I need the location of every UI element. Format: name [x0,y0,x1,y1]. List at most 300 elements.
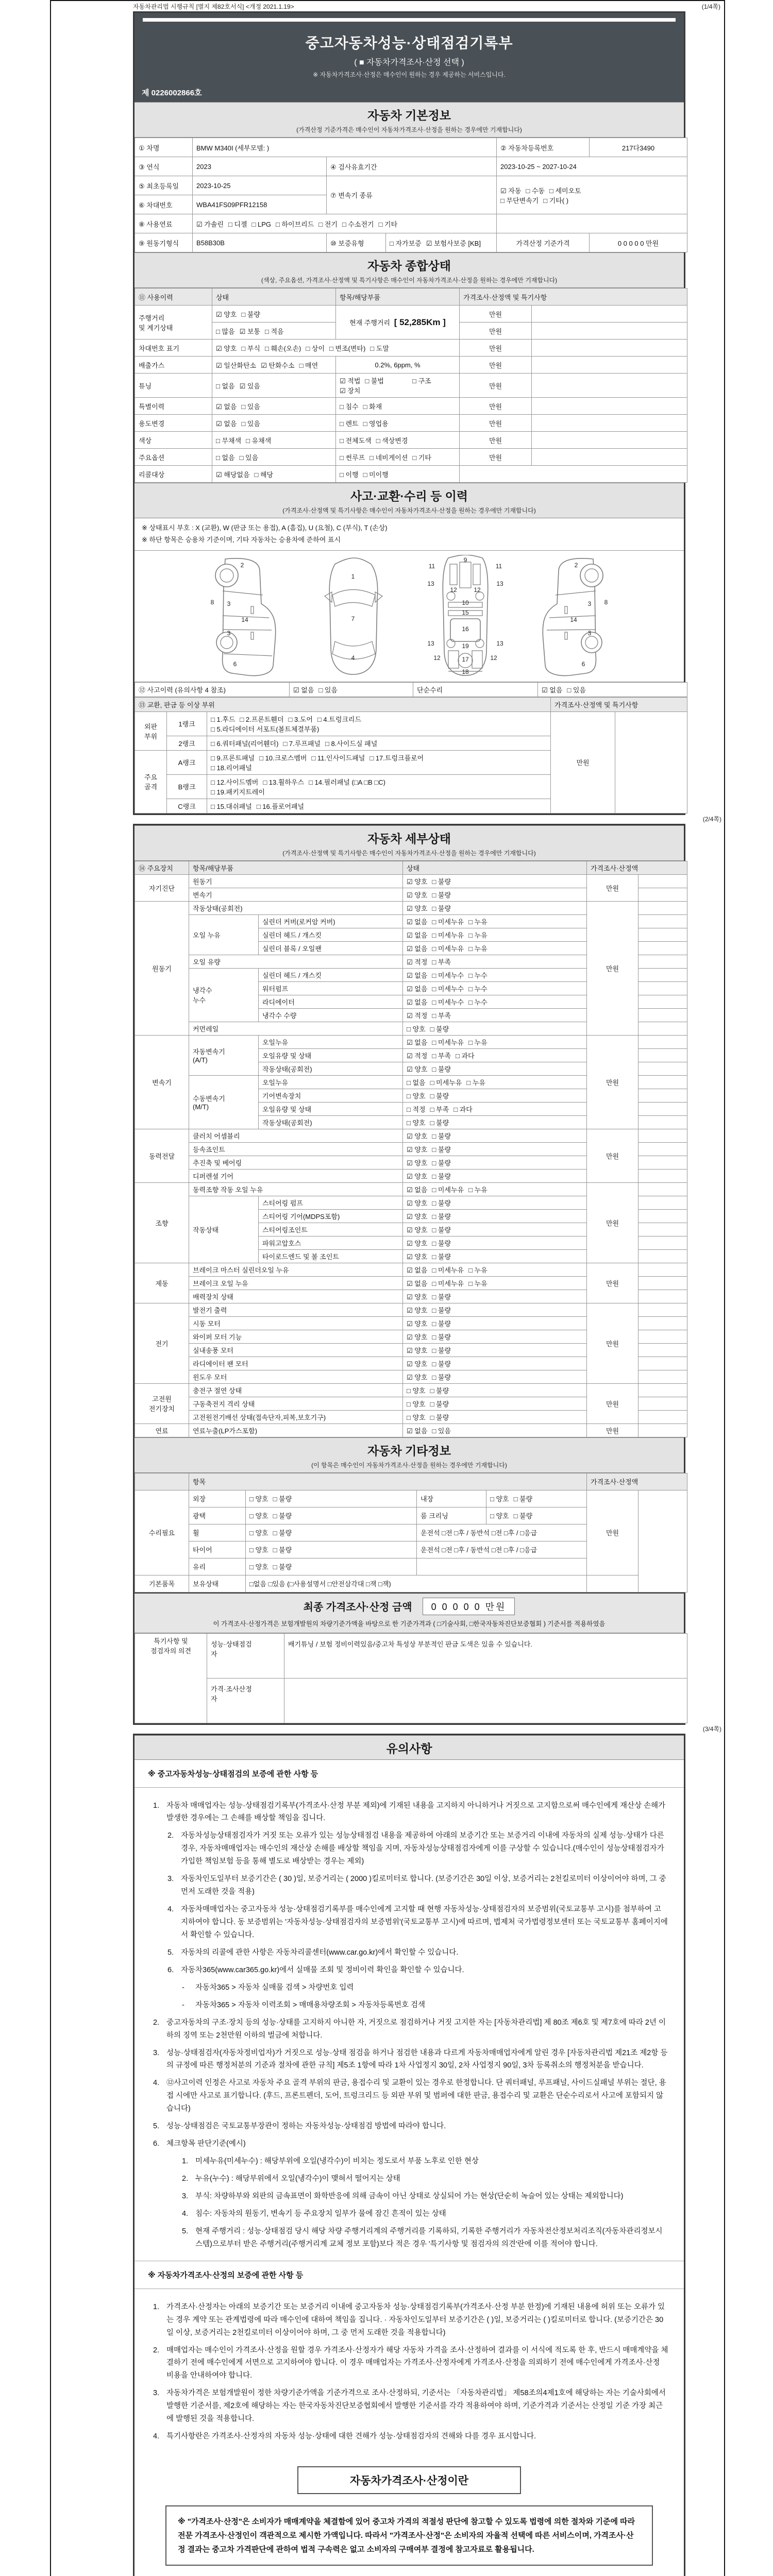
table-cell: 217다3490 [590,138,687,157]
table-cell [638,1089,687,1102]
notice-item: 6. 자동차365(www.car365.go.kr)에서 실매물 조회 및 정비이력 확인을 확인할 수 있습니다. [167,1965,464,1974]
table-cell: 특별이력 [135,398,212,415]
notice-item: 5. 자동차의 리콜에 관한 사항은 자동차리콜센터(www.car.go.kr)에서 확인할 수 있습니다. [167,1948,459,1957]
table-cell: 동력조향 작동 오일 누유 [189,1182,403,1196]
table-cell: 운전석 □전 □후 / 동반석 □전 □후 / □응급 [417,1524,587,1541]
table-cell: □없음 □있음 (□사용설명서 □안전삼각대 □잭 □잭) [246,1575,587,1592]
checkbox-option: □ 불량 [432,1199,451,1207]
checkbox-option: ☑ 장치 [340,387,361,395]
checkbox-option: ☑ 양호 [407,1132,428,1140]
svg-text:18: 18 [462,668,469,675]
table-cell: 등속죠인트 [189,1142,403,1156]
checkbox-cell [403,1102,587,1115]
notice-item: 3. 자동차가격은 보험개발원이 정한 차량기준가액을 기준가격으로 조사·산정하되, 기준서는 「자동차관리법」 제58조의4제1호에 해당하는 자는 기술사회에서 발행한 기준서를, 제2호에 해당하는 자는 한국자동차진단보증협회에서 발행한 기준서를 각각 적용하여야 하며, 기준가격과 기준서는 산정일 기준 가장 최근에 발행된 것을 적용합니다. [153,2389,666,2424]
checkbox-option: □ 13.휠하우스 [263,778,305,786]
section-other-header [135,1437,684,1473]
table-cell: ⑦ 변속기 종류 [327,176,497,214]
checkbox-cell [403,955,587,968]
checkbox-cell [538,682,687,697]
table-cell: 외장 [189,1490,246,1507]
checkbox-cell [212,466,336,483]
checkbox-cell [403,1156,587,1169]
svg-text:12: 12 [450,586,457,594]
checkbox-option: □ 있음 [239,453,259,462]
svg-text:2: 2 [574,561,578,569]
checkbox-option: □ 불량 [273,1529,292,1537]
svg-text:14: 14 [570,616,577,623]
checkbox-option: □ 불량 [273,1563,292,1571]
checkbox-option: □ 없음 [216,382,235,390]
checkbox-option: □ 누유 [468,944,488,953]
notice-item: 1. 미세누유(미세누수) : 해당부위에 오일(냉각수)이 비치는 정도로서 부품 노후로 인한 현상 [182,2157,479,2166]
checkbox-cell [207,711,551,736]
checkbox-option: ☑ 양호 [407,1145,428,1154]
checkbox-option: □ 네비게이션 [369,453,408,462]
section-other-subtitle: (이 항목은 매수인이 자동차가격조사·산정을 원하는 경우에만 기재합니다) [311,1461,507,1469]
checkbox-cell [403,901,587,914]
checkbox-option: □ 미세누수 [432,985,464,993]
table-cell: 외판 부위 [135,711,167,750]
car-diagram-right-side [534,555,621,679]
checkbox-option: □ 기타( ) [543,196,569,205]
table-cell [638,1397,687,1410]
table-cell: 내장 [417,1490,486,1507]
checkbox-option: □ 상이 [306,344,325,352]
notice-item: 3. 성능·상태점검자(자동차정비업자)가 거짓으로 성능·상태 점검을 하거나 점검한 내용과 다르게 자동차매매업자에게 알린 경우 [자동차관리법 제21조 제2항 등의 규정에 따른 행정처분의 기준과 절차에 관한 규칙] 제5조 1항에 따라 1차 사업정지 30일, 2차 사업정지 90일, 3차 등록취소의 행정처분을 받습니다. [153,2048,668,2070]
checkbox-option: □ 썬루프 [340,453,365,462]
passenger-base-note: ※ 하단 항목은 승용차 기준이며, 기타 자동차는 승용차에 준하여 표시 [142,535,341,544]
checkbox-option: □ 수동 [526,187,545,195]
checkbox-cell [403,1263,587,1276]
table-cell [638,901,687,914]
checkbox-option: □ 적정 [407,1105,426,1113]
checkbox-option: □ 미세누유 [432,918,464,926]
table-cell [638,1182,687,1196]
table-cell: 작동상태(공회전) [189,901,403,914]
checkbox-cell [403,1022,587,1035]
checkbox-option: □ 많음 [216,327,235,335]
table-cell: 만원 [551,711,615,813]
table-cell: ⑪ 사용이력 [135,289,212,306]
table-cell: 가격조사·산정액 [587,1473,687,1490]
checkbox-option: ☑ 일산화탄소 [216,361,257,369]
checkbox-cell [212,323,336,340]
svg-text:11: 11 [428,562,435,570]
section-accident-subtitle: (가격조사·산정액 및 특기사항은 매수인이 자동차가격조사·산정을 원하는 경우에만 기재합니다) [282,507,536,514]
table-cell: 자동변속기 (A/T) [189,1035,259,1075]
checkbox-option: □ 3.도어 [288,715,313,723]
table-cell: 만원 [587,901,638,1035]
table-cell [638,1330,687,1343]
checkbox-option: □ 불량 [432,1319,451,1328]
table-cell: 주요옵션 [135,449,212,466]
checkbox-option: □ 도말 [370,344,389,352]
table-cell: 원동기 [189,874,403,888]
table-cell: 연료누출(LP가스포함) [189,1423,403,1437]
notice-item: 1. 가격조사·산정자는 아래의 보증기간 또는 보증거리 이내에 중고자동차 성능·상태점검기록부(가격조사·산정 부분 한정)에 기재된 내용에 허위 또는 오류가 있는 경우 계약 또는 관계법령에 따라 매수인에 대하여 책임을 집니다. · 자동차인도일부터 보증기간은 ( )일, 보증거리는 ( )킬로미터로 합니다. (보증기간은 30일 이상, 보증거리는 2천킬로미터 이상이어야 하며, 그 중 먼저 도래한 것을 적용합니다) [153,2302,665,2337]
checkbox-option: □ LPG [251,220,272,228]
checkbox-option: □ 무채색 [216,436,242,445]
svg-text:14: 14 [241,616,248,623]
table-cell: 만원 [460,432,532,449]
table-cell [532,449,687,466]
checkbox-option: □ 5.라디에이터 서포트(볼트체결부품) [211,725,320,733]
checkbox-option: □ 세미오토 [549,187,581,195]
section-basic-subtitle: (가격산정 기준가격은 매수인이 자동차가격조사·산정을 원하는 경우에만 기재합니다) [296,126,522,133]
checkbox-cell [212,340,460,357]
checkbox-option: ☑ 없음 [216,402,237,411]
checkbox-option: □ 불량 [430,1118,449,1127]
checkbox-option: ☑ 양호 [407,1373,428,1381]
table-cell: 튜닝 [135,374,212,398]
table-cell [638,1022,687,1035]
table-cell [638,1249,687,1263]
table-cell: ⑩ 보증유형 [327,233,386,252]
notice-item: 5. 성능·상태점검은 국토교통부장관이 정하는 자동차성능·상태점검 방법에 따라야 합니다. [153,2122,446,2131]
checkbox-option: ☑ 양호 [407,1065,428,1073]
table-cell: 오일누유 [259,1075,403,1089]
checkbox-cell [207,750,551,774]
checkbox-cell [403,1089,587,1102]
checkbox-option: □ 11.인사이드패널 [311,754,365,762]
notice-item: - 자동차365 > 자동차 이력조회 > 매매용차량조회 > 자동차등록번호 검색 [182,2001,426,2009]
checkbox-option: □ 누수 [468,985,488,993]
table-cell [638,1383,687,1397]
section-other-title: 자동차 기타정보 [367,1444,451,1458]
checkbox-option: □ 자가보증 [390,239,422,247]
checkbox-option: □ 누유 [468,1266,488,1274]
table-cell [638,1423,687,1437]
checkbox-option: ☑ 해당없음 [216,470,250,479]
basic-info-table [135,138,687,252]
table-cell: 상태 [403,861,587,874]
svg-text:16: 16 [462,625,469,633]
table-cell: 배기튜닝 / 보험 정비이력있음/중고차 특성상 부분적인 판금 도색은 있을 수 있습니다. [284,1633,687,1678]
checkbox-option: □ 훼손(오손) [264,344,301,352]
table-cell [638,1196,687,1209]
notice-item: - 자동차365 > 자동차 실매물 검색 > 차량번호 입력 [182,1983,354,1992]
table-cell: 가격조사·산정액 및 특기사항 [551,697,687,711]
table-cell: 유리 [189,1558,246,1575]
checkbox-option: ☑ 없음 [407,1038,428,1046]
checkbox-cell [212,415,336,432]
checkbox-cell [403,1303,587,1316]
checkbox-option: □ 화재 [363,402,382,411]
table-cell [638,1048,687,1062]
table-cell: 브레이크 오일 누유 [189,1276,403,1290]
document-subtitle: ( ■ 자동차가격조사·산정 선택 ) [354,58,464,67]
checkbox-option: □ 18.리어패널 [211,764,252,772]
checkbox-cell [336,398,460,415]
checkbox-option: ☑ 양호 [407,1306,428,1314]
service-note: ※ 자동차가격조사·산정은 매수인이 원하는 경우 제공하는 서비스입니다. [313,71,506,78]
checkbox-cell [336,449,460,466]
checkbox-option: ☑ 양호 [407,1199,428,1207]
checkbox-option: □ 누유 [468,931,488,939]
checkbox-option: □ 불량 [432,891,451,899]
checkbox-option: ☑ 보험사보증 [KB] [426,239,481,247]
checkbox-cell [403,1290,587,1303]
checkbox-option: ☑ 없음 [542,686,563,694]
checkbox-cell [403,1075,587,1089]
notice-item: 4. 특기사항란은 가격조사·산정자의 자동차 성능·상태에 대한 견해가 성능·상태점검자의 견해와 다를 경우 표시합니다. [153,2432,536,2441]
table-cell: 만원 [587,1423,638,1437]
checkbox-option: ☑ 적법 [340,377,361,385]
table-cell [638,1343,687,1357]
panel-rank-table [135,697,687,814]
checkbox-cell [212,432,336,449]
svg-text:19: 19 [462,642,469,650]
table-cell: 만원 [587,1490,638,1575]
checkbox-option: □ 과다 [453,1105,473,1113]
checkbox-cell [212,398,336,415]
table-cell: 0 0 0 0 0 만원 [590,233,687,252]
table-cell: 구동축전지 격리 상태 [189,1397,403,1410]
table-cell [638,1209,687,1223]
table-cell: 2랭크 [167,736,207,750]
checkbox-option: □ 미세누유 [430,1078,462,1087]
table-cell: 리콜대상 [135,466,212,483]
checkbox-option: □ 7.루프패널 [283,739,321,748]
inspector-opinion-table [135,1633,687,1723]
table-cell: 룸 크리닝 [417,1507,486,1524]
checkbox-cell [403,1142,587,1156]
checkbox-option: □ 부족 [432,1011,451,1020]
checkbox-option: □ 있음 [432,1427,451,1435]
table-cell: 연료 [135,1423,189,1437]
table-cell [638,1008,687,1022]
table-cell [638,1142,687,1156]
masthead-divider [143,18,676,22]
checkbox-option: □ 불량 [432,1226,451,1234]
checkbox-option: ☑ 양호 [407,877,428,886]
checkbox-option: ☑ 양호 [407,891,428,899]
table-cell: 만원 [460,398,532,415]
checkbox-option: □ 영업용 [363,419,389,428]
masthead [135,13,684,102]
table-cell: 발전기 출력 [189,1303,403,1316]
table-cell: 만원 [587,1263,638,1303]
law-reference-note: 자동차관리법 시행규칙 [별지 제82호서식] <개정 2021.1.19> [133,3,294,10]
checkbox-cell [403,1062,587,1075]
table-cell: 수리필요 [135,1490,189,1575]
table-cell [638,955,687,968]
table-cell: ② 자동차등록번호 [497,138,590,157]
svg-text:7: 7 [351,615,355,622]
table-cell: 타이어 [189,1541,246,1558]
table-cell: 오일유량 및 상태 [259,1048,403,1062]
page3-box [133,1734,685,2576]
document-title: 중고자동차성능·상태점검기록부 [305,35,513,51]
table-cell: ⑫ 사고이력 (유의사항 4 참조) [135,682,290,697]
checkbox-option: □ 기타 [378,220,398,228]
table-cell: 와이퍼 모터 기능 [189,1330,403,1343]
checkbox-option: ☑ 없음 [407,985,428,993]
checkbox-option: □ 유채색 [246,436,272,445]
table-cell: 오일누유 [259,1035,403,1048]
checkbox-option: □ 불량 [432,1172,451,1180]
checkbox-option: □ 누유 [468,1038,488,1046]
table-cell: 보유상태 [189,1575,246,1592]
svg-text:12: 12 [474,586,481,594]
notice-item: 4. 침수: 자동차의 원동기, 변속기 등 주요장치 일부가 물에 잠긴 흔적이 있는 상태 [182,2209,446,2218]
checkbox-cell [246,1558,417,1575]
table-cell: 만원 [587,1303,638,1383]
table-cell: ⑬ 교환, 판금 등 이상 부위 [135,697,551,711]
table-cell: 수동변속기 (M/T) [189,1075,259,1129]
notice-item: 4. 자동차매매업자는 중고자동차 성능·상태점검기록부를 매수인에게 고지할 때 현행 자동차성능·상태점검자의 보증범위(국토교통부 고시)를 첨부하여 고지하여야 합니다. 동 보증범위는 '자동차성능·상태점검자의 보증범위'(국토교통부 고시)에 따르며, 법제처 국가법령정보센터 또는 국토교통부 홈페이지에서 확인할 수 있습니다. [167,1905,668,1939]
checkbox-option: ☑ 양호 [407,1360,428,1368]
checkbox-option: □ 1.후드 [211,715,236,723]
document-number: 제 0226002866호 [142,89,202,97]
table-cell [638,1156,687,1169]
checkbox-option: □ 부식 [241,344,260,352]
checkbox-option: □ 6.쿼터패널(리어휀더) [211,739,279,748]
notice-item: 3. 자동차인도일부터 보증기간은 ( 30 )일, 보증거리는 ( 2000 )킬로미터로 합니다. (보증기간은 30일 이상, 보증거리는 2천킬로미터 이상이어야 하며, 그 중 먼저 도래한 것을 적용) [167,1875,666,1896]
svg-text:17: 17 [462,655,469,663]
notice-item: 3. 부식: 차량하부와 외판의 금속표면이 화학반응에 의해 금속이 아닌 상태로 상실되어 가는 현상(단순히 녹슬어 있는 상태는 제외합니다) [182,2192,624,2200]
table-cell [638,1115,687,1129]
table-cell: 가격산정 기준가격 [497,233,590,252]
checkbox-option: □ 있음 [241,419,260,428]
checkbox-option: □ 누유 [468,1185,488,1194]
checkbox-option: □ 침수 [340,402,359,411]
table-cell: 만원 [460,340,532,357]
svg-text:12: 12 [433,654,441,662]
checkbox-option: □ 양호 [249,1495,268,1503]
table-cell: 항목 [189,1473,587,1490]
svg-text:3: 3 [227,629,231,637]
table-cell: 배출가스 [135,357,212,374]
table-cell: A랭크 [167,750,207,774]
table-cell: 만원 [460,306,532,323]
car-diagrams [135,551,684,682]
table-cell: ⑨ 원동기형식 [135,233,193,252]
table-cell: 차대번호 표기 [135,340,212,357]
accident-notes [135,518,684,551]
table-cell: 휠 [189,1524,246,1541]
table-cell: 제동 [135,1263,189,1303]
table-cell: 파워고압호스 [259,1236,403,1249]
checkbox-option: ☑ 없음 [407,998,428,1006]
table-cell: 만원 [587,1129,638,1182]
checkbox-option: ☑ 양호 [216,344,237,352]
checkbox-option: □ 불량 [513,1512,533,1520]
checkbox-option: □ 미세누유 [432,1185,464,1194]
checkbox-option: □ 디젤 [228,220,247,228]
table-cell [587,1575,638,1592]
checkbox-option: □ 양호 [490,1495,509,1503]
table-cell [638,1102,687,1115]
checkbox-cell [403,1343,587,1357]
checkbox-cell [336,432,460,449]
checkbox-cell [403,928,587,941]
checkbox-option: □ 없음 [216,453,235,462]
checkbox-option: □ 양호 [407,1025,426,1033]
page-marker-3: (3/4쪽) [702,1725,721,1733]
table-cell [615,711,687,813]
checkbox-option: □ 불량 [432,1065,451,1073]
table-cell: 변속기 [135,1035,189,1129]
table-cell [638,1490,687,1592]
svg-text:9: 9 [463,556,467,564]
checkbox-option: □ 10.크로스멤버 [259,754,307,762]
table-cell: 고전원전기배선 상태(접속단자,피복,보호기구) [189,1410,403,1423]
notice-item: 5. 현재 주행거리 : 성능·상태점검 당시 해당 차량 주행거리계의 주행거리를 기록하되, 기록한 주행거리가 자동차전산정보처리조직(자동차관리정보시스템)으로부터 받은 주행거리(주행거리계 교체 정보 포함)보다 적은 경우 '특기사항 및 점검자의 의견'란에 이를 적어야 합니다. [182,2227,663,2248]
table-cell: ① 차명 [135,138,193,157]
checkbox-option: □ 적음 [264,327,284,335]
checkbox-option: □ 불량 [432,1252,451,1261]
checkbox-cell [290,682,413,697]
checkbox-option: □ 불량 [432,1239,451,1247]
checkbox-option: □ 불량 [430,1413,449,1421]
checkbox-option: ☑ 없음 [216,419,237,428]
checkbox-cell [403,1209,587,1223]
checkbox-option: □ 양호 [490,1512,509,1520]
section-overall-subtitle: (색상, 주요옵션, 가격조사·산정액 및 특기사항은 매수인이 자동차가격조사·산정을 원하는 경우에만 기재합니다) [261,277,558,284]
svg-text:13: 13 [427,580,434,587]
table-cell: ⑭ 주요장치 [135,861,189,874]
table-cell: 작동상태(공회전) [259,1115,403,1129]
table-cell: 주요 골격 [135,750,167,813]
checkbox-option: ☑ 양호 [407,1293,428,1301]
checkbox-option: □ 해당 [254,470,274,479]
table-cell: 실내송풍 모터 [189,1343,403,1357]
table-cell [532,357,687,374]
notice-item: 2. 중고자동차의 구조·장치 등의 성능·상태를 고지하지 아니한 자, 거짓으로 점검하거나 거짓 고지한 자는 [자동차관리법] 제 80조 제6호 및 제7호에 따라 2년 이하의 징역 또는 2천만원 이하의 벌금에 처합니다. [153,2018,666,2040]
checkbox-option: ☑ 적정 [407,958,428,966]
final-price-label: 최종 가격조사·산정 금액 [303,1602,412,1613]
svg-text:6: 6 [233,660,237,668]
checkbox-option: □ 양호 [407,1118,426,1127]
checkbox-option: ☑ 양호 [407,1159,428,1167]
table-cell [638,1276,687,1290]
section-basic-header [135,102,684,138]
checkbox-cell [212,357,336,374]
checkbox-option: ☑ 없음 [407,944,428,953]
table-cell [638,914,687,928]
table-cell: 특기사항 및 점검자의 의견 [135,1633,207,1723]
table-cell: 고전원 전기장치 [135,1383,189,1423]
checkbox-option: □ 누유 [468,1279,488,1287]
checkbox-cell [403,1410,587,1423]
table-cell: 만원 [460,357,532,374]
table-cell: 라디에이터 [259,995,403,1008]
table-cell [532,415,687,432]
pricing-definition-text: ※ "가격조사·산정"은 소비자가 매매계약을 체결함에 있어 중고차 가격의 적절성 판단에 참고할 수 있도록 법령에 의한 절차와 기준에 따라 전문 가격조사·산정인이 객관적으로 제시한 가액입니다. 따라서 "가격조사·산정"은 소비자의 자율적 선택에 따른 서비스이며, 가격조사·산정 결과는 중고차 가격판단에 관하여 법적 구속력은 없고 소비자의 구매여부 결정에 참고자료로 활용됩니다. [165,2505,653,2566]
table-cell [638,1223,687,1236]
table-cell: 2023-10-25 ~ 2027-10-24 [497,157,687,176]
svg-text:13: 13 [496,639,503,647]
page2-box [133,824,685,1725]
car-diagram-left-side [197,555,284,679]
section-overall-title: 자동차 종합상태 [367,259,451,273]
table-cell [532,432,687,449]
checkbox-cell [403,1115,587,1129]
table-cell: 작동상태(공회전) [259,1062,403,1075]
table-cell: 만원 [460,323,532,340]
table-cell: 단순수리 [413,682,538,697]
table-cell: 변속기 [189,888,403,901]
checkbox-cell [386,233,497,252]
table-cell [638,1263,687,1276]
table-cell [638,1357,687,1370]
checkbox-option: □ 부족 [432,1052,451,1060]
checkbox-option: □ 불량 [241,310,260,318]
table-cell [532,374,687,398]
svg-text:1: 1 [351,572,355,580]
table-cell [638,1303,687,1316]
